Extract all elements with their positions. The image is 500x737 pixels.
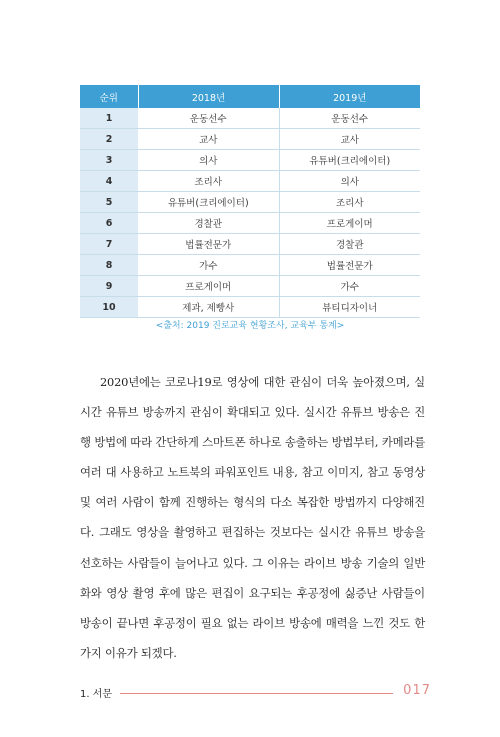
table-row (80, 108, 420, 129)
cell-2018: 프로게이머 (138, 276, 279, 297)
header-2018: 2018년 (138, 85, 279, 108)
cell-2018: 가수 (138, 255, 279, 276)
rank-cell: 5 (80, 192, 138, 213)
rank-cell: 6 (80, 213, 138, 234)
cell-2019: 경찰관 (279, 234, 420, 255)
table-row (80, 255, 420, 276)
cell-2019: 법률전문가 (279, 255, 420, 276)
cell-2018: 유튜버(크리에이터) (138, 192, 279, 213)
header-rank: 순위 (80, 85, 138, 108)
cell-2018: 의사 (138, 150, 279, 171)
cell-2019: 뷰티디자이너 (279, 297, 420, 318)
rank-cell: 3 (80, 150, 138, 171)
cell-2019: 의사 (279, 171, 420, 192)
rank-cell: 1 (80, 108, 138, 129)
rank-cell: 7 (80, 234, 138, 255)
footer-chapter-label: 1. 서문 (80, 689, 113, 700)
rank-cell: 10 (80, 297, 138, 318)
cell-2018: 경찰관 (138, 213, 279, 234)
rank-cell: 8 (80, 255, 138, 276)
footer-divider (120, 693, 393, 694)
header-2019: 2019년 (279, 85, 420, 108)
table-row (80, 297, 420, 318)
table-row (80, 150, 420, 171)
table-row (80, 129, 420, 150)
table-row (80, 234, 420, 255)
rank-cell: 9 (80, 276, 138, 297)
page-footer (80, 683, 431, 703)
cell-2018: 교사 (138, 129, 279, 150)
table-source-caption: <출처: 2019 진로교육 현황조사, 교육부 통계> (155, 321, 345, 331)
page-number: 017 (403, 683, 431, 698)
cell-2019: 프로게이머 (279, 213, 420, 234)
table-row (80, 171, 420, 192)
rank-cell: 2 (80, 129, 138, 150)
table-row (80, 213, 420, 234)
table-header-row (80, 85, 420, 108)
cell-2019: 운동선수 (279, 108, 420, 129)
table-row (80, 192, 420, 213)
cell-2019: 가수 (279, 276, 420, 297)
cell-2019: 유튜버(크리에이터) (279, 150, 420, 171)
rank-cell: 4 (80, 171, 138, 192)
body-paragraph: 2020년에는 코로나19로 영상에 대한 관심이 더욱 높아졌으며, 실시간 유튜브 방송까지 관심이 확대되고 있다. 실시간 유튜브 방송은 진행 방법에 따라 간단하게 스마트폰 하나로 송출하는 방법부터, 카메라를 여러 대 사용하고 노트북의 파워포인트 내용, 참고 이미지, 참고 동영상 및 여러 사람이 함께 진행하는 형식의 다소 복잡한 방법까지 다양해진다. 그래도 영상을 촬영하고 편집하는 것보다는 실시간 유튜브 방송을 선호하는 사람들이 늘어나고 있다. 그 이유는 라이브 방송 기술의 일반화와 영상 촬영 후에 많은 편집이 요구되는 후공정에 싫증난 사람들이 방송이 끝나면 후공정이 필요 없는 라이브 방송에 매력을 느낀 것도 한 가지 이유가 되겠다. (80, 375, 425, 660)
table-row (80, 276, 420, 297)
cell-2019: 조리사 (279, 192, 420, 213)
cell-2018: 법률전문가 (138, 234, 279, 255)
cell-2018: 제과, 제빵사 (138, 297, 279, 318)
cell-2019: 교사 (279, 129, 420, 150)
cell-2018: 운동선수 (138, 108, 279, 129)
job-ranking-table (80, 85, 420, 318)
cell-2018: 조리사 (138, 171, 279, 192)
